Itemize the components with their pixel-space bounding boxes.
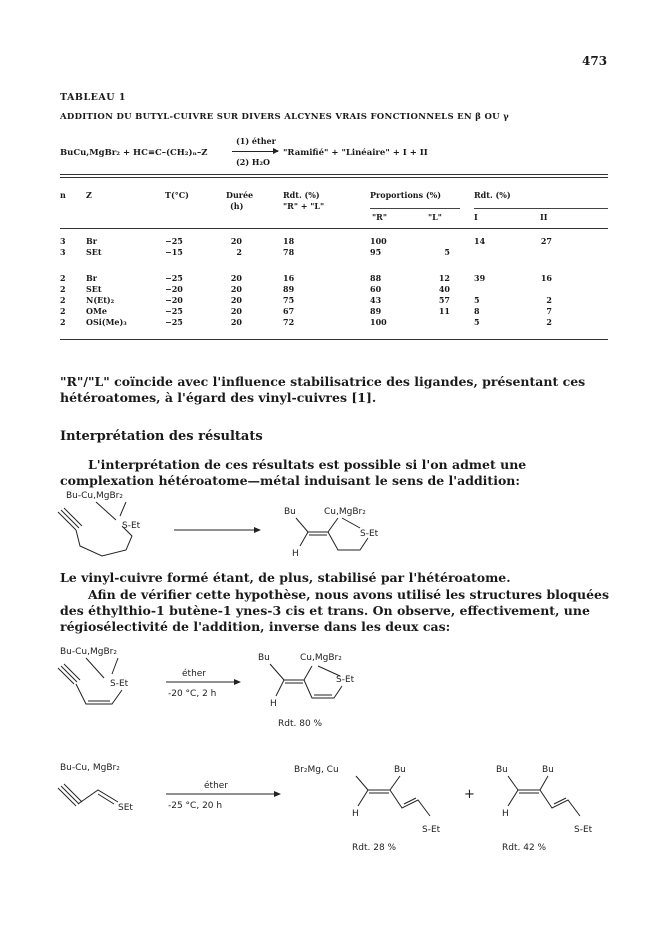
product1-sulfur: S-Et [422, 825, 441, 835]
cell-duree: 20 [230, 295, 242, 305]
sulfur-label: SEt [118, 803, 133, 813]
plus-sign: + [464, 787, 475, 802]
cell-prop-r: 43 [370, 295, 382, 305]
cell-prop-r: 95 [370, 247, 382, 257]
product-bu: Bu [284, 507, 296, 517]
product2-h: H [502, 809, 509, 819]
scheme-cis [56, 640, 616, 740]
cell-ii: 16 [540, 273, 552, 283]
sulfur-label: S-Et [122, 521, 141, 531]
cell-ii: 7 [546, 306, 552, 316]
cell-duree: 20 [230, 273, 242, 283]
cell-t: −20 [165, 295, 183, 305]
cell-n: 2 [60, 317, 66, 327]
cell-prop-l: 57 [438, 295, 450, 305]
product1-bu: Bu [394, 765, 406, 775]
equation-reactants: BuCu,MgBr₂ + HC≡C–(CH₂)ₙ–Z [60, 148, 208, 158]
header-rdt2: Rdt. (%) [474, 190, 511, 200]
cell-ii: 2 [546, 317, 552, 327]
paragraph-interpretation: L'interprétation de ces résultats est possible si l'on admet une complexation hétéroatome—métal induisant le sens de l'addition: [60, 457, 527, 488]
cell-n: 2 [60, 306, 66, 316]
table-row [0, 306, 664, 317]
condition-temperature: -25 °C, 20 h [168, 801, 223, 811]
reagent-label: Bu-Cu,MgBr₂ [66, 491, 123, 501]
product-h: H [292, 549, 299, 559]
paragraph-ligands: "R"/"L" coïncide avec l'influence stabilisatrice des ligandes, présentant ces hétéroatomes, à l'égard des vinyl-cuivres [1]. [60, 374, 586, 405]
product-sulfur: S-Et [336, 675, 355, 685]
coordination-arrow [120, 502, 126, 516]
table-row [0, 295, 664, 306]
cell-prop-r: 100 [370, 236, 387, 246]
table-row [0, 273, 664, 284]
cell-prop-r: 60 [370, 284, 382, 294]
cell-prop-l: 12 [438, 273, 450, 283]
table-row [0, 317, 664, 328]
table-title: TABLEAU 1 [60, 92, 126, 103]
equation-step-2: (2) H₂O [236, 157, 270, 167]
cell-prop-l: 5 [444, 247, 450, 257]
rdt2-rule [474, 208, 608, 209]
cell-ii: 2 [546, 295, 552, 305]
cell-t: −25 [165, 236, 183, 246]
coordination-arrow [112, 658, 118, 674]
table-top-rule [60, 174, 608, 175]
table-row [0, 236, 664, 247]
cell-i: 5 [474, 317, 480, 327]
header-col-ii: II [540, 212, 548, 222]
table-subtitle: ADDITION DU BUTYL-CUIVRE SUR DIVERS ALCYNES VRAIS FONCTIONNELS EN β OU γ [60, 112, 510, 122]
coordination-arrow [96, 502, 116, 520]
proportions-rule [370, 208, 460, 209]
header-rdt-sub: "R" + "L" [283, 201, 325, 211]
cell-z: SEt [86, 284, 102, 294]
cell-z: Br [86, 236, 97, 246]
paragraph-verification: Afin de vérifier cette hypothèse, nous avons utilisé les structures bloquées des éthylthio-1 butène-1 ynes-3 cis et trans. On observe, effectivement, une régiosélectivité de l'addition, inverse dans les deux cas: [60, 587, 610, 634]
cell-rdt: 89 [283, 284, 295, 294]
cell-prop-r: 100 [370, 317, 387, 327]
condition-solvent: éther [182, 669, 207, 679]
cell-duree: 20 [230, 236, 242, 246]
cell-t: −25 [165, 317, 183, 327]
cell-t: −25 [165, 306, 183, 316]
cell-z: OSi(Me)₃ [86, 317, 127, 327]
header-rdt: Rdt. (%) [283, 190, 320, 200]
cell-z: OMe [86, 306, 107, 316]
cell-i: 39 [474, 273, 486, 283]
page-number: 473 [582, 54, 608, 68]
cell-i: 14 [474, 236, 486, 246]
cell-prop-r: 88 [370, 273, 382, 283]
cell-n: 3 [60, 236, 66, 246]
triple-bond [58, 512, 76, 530]
cell-z: SEt [86, 247, 102, 257]
header-col-i: I [474, 212, 478, 222]
product-h: H [270, 699, 277, 709]
table-bottom-rule [60, 339, 608, 340]
header-prop-l: "L" [428, 212, 442, 222]
scheme-complexation [56, 486, 616, 566]
coordination-arrow [86, 658, 104, 678]
cell-n: 2 [60, 295, 66, 305]
carbon-chain [78, 790, 118, 804]
product2-bu1: Bu [496, 765, 508, 775]
cell-rdt: 75 [283, 295, 295, 305]
header-n: n [60, 190, 66, 200]
triple-bond [58, 788, 76, 806]
paragraph-stabilisation: Le vinyl-cuivre formé étant, de plus, stabilisé par l'hétéroatome. [60, 570, 511, 585]
table-row [0, 284, 664, 295]
condition-temperature: -20 °C, 2 h [168, 689, 217, 699]
reaction-arrow [232, 151, 278, 152]
cell-t: −25 [165, 273, 183, 283]
product2-yield: Rdt. 42 % [502, 843, 547, 853]
cell-prop-l: 11 [438, 306, 450, 316]
product-bu: Bu [258, 653, 270, 663]
cell-rdt: 18 [283, 236, 295, 246]
product1-metal: Br₂Mg, Cu [294, 765, 339, 775]
cell-duree: 20 [230, 284, 242, 294]
cell-prop-r: 89 [370, 306, 382, 316]
header-duree-unit: (h) [230, 201, 244, 211]
cell-z: N(Et)₂ [86, 295, 115, 305]
cell-i: 5 [474, 295, 480, 305]
cell-rdt: 78 [283, 247, 295, 257]
sulfur-label: S-Et [110, 679, 129, 689]
header-prop-r: "R" [372, 212, 387, 222]
product-sulfur: S-Et [360, 529, 379, 539]
scheme-trans [56, 758, 616, 858]
product2-bu2: Bu [542, 765, 554, 775]
equation-products: "Ramifié" + "Linéaire" + I + II [283, 148, 428, 158]
header-duree: Durée [226, 190, 254, 200]
header-temperature: T(°C) [165, 190, 189, 200]
coordination-arrow [342, 518, 360, 528]
cell-t: −20 [165, 284, 183, 294]
cell-duree: 20 [230, 306, 242, 316]
cell-ii: 27 [540, 236, 552, 246]
cell-n: 2 [60, 273, 66, 283]
product2-sulfur: S-Et [574, 825, 593, 835]
cell-duree: 20 [230, 317, 242, 327]
cell-z: Br [86, 273, 97, 283]
header-z: Z [86, 190, 92, 200]
condition-solvent: éther [204, 781, 229, 791]
header-proportions: Proportions (%) [370, 190, 442, 200]
cell-t: −15 [165, 247, 183, 257]
equation-step-1: (1) éther [236, 136, 276, 146]
table-row [0, 247, 664, 258]
cell-i: 8 [474, 306, 480, 316]
reagent-label: Bu-Cu, MgBr₂ [60, 763, 120, 773]
product-cu: Cu,MgBr₂ [324, 507, 366, 517]
section-heading: Interprétation des résultats [60, 429, 263, 444]
cell-rdt: 16 [283, 273, 295, 283]
product1-h: H [352, 809, 359, 819]
table-header-rule [60, 228, 608, 229]
product-cu: Cu,MgBr₂ [300, 653, 342, 663]
table-top-rule-2 [60, 177, 608, 178]
yield-label: Rdt. 80 % [278, 719, 323, 729]
cell-rdt: 67 [283, 306, 295, 316]
cell-n: 2 [60, 284, 66, 294]
cell-n: 3 [60, 247, 66, 257]
cell-duree: 2 [236, 247, 242, 257]
product1-yield: Rdt. 28 % [352, 843, 397, 853]
cell-rdt: 72 [283, 317, 295, 327]
cell-prop-l: 40 [438, 284, 450, 294]
reagent-label: Bu-Cu,MgBr₂ [60, 647, 117, 657]
